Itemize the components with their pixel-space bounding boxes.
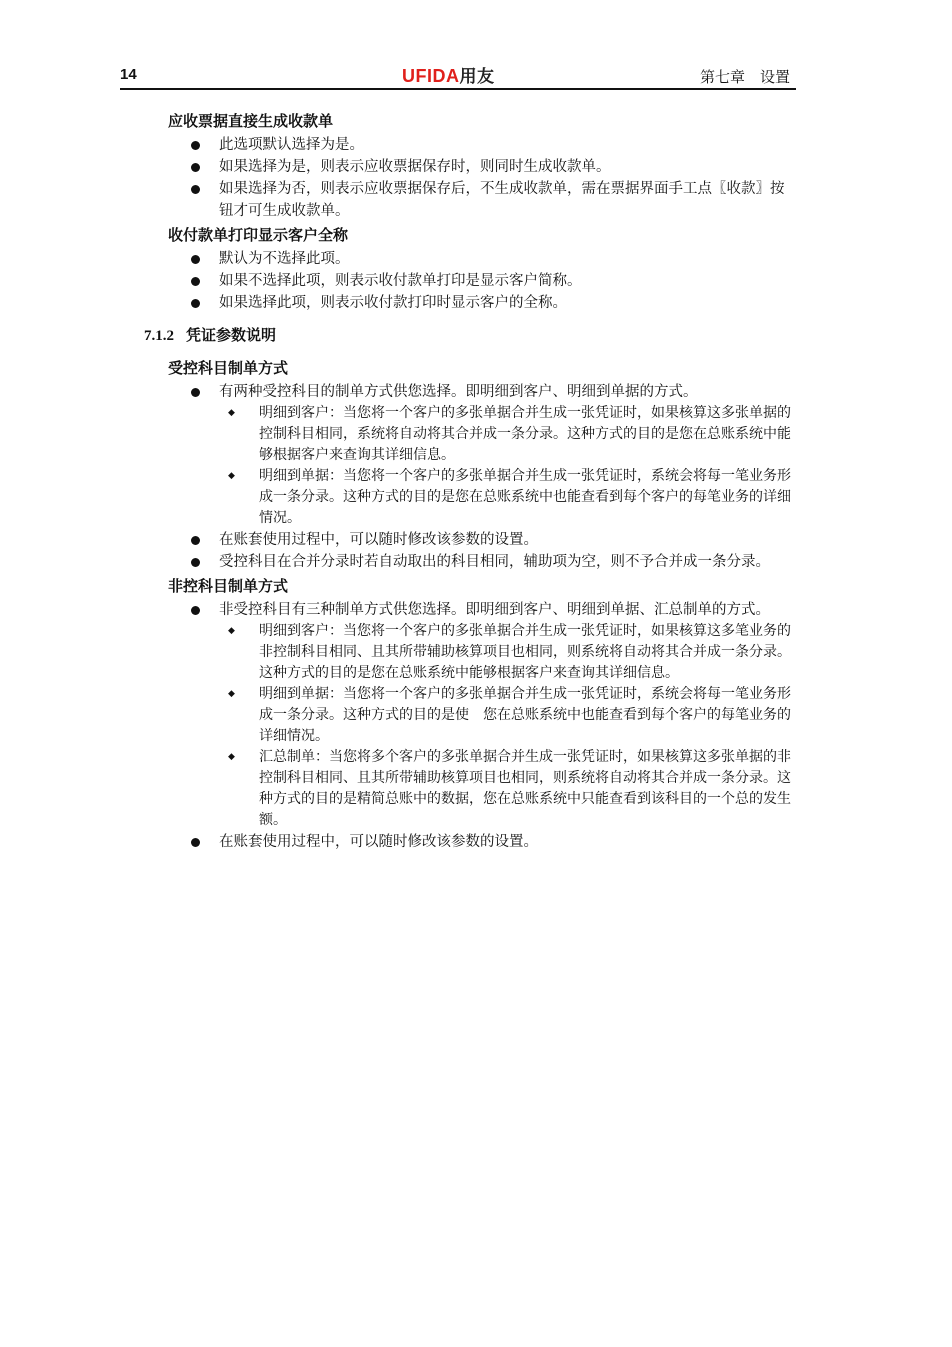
heading-receivable-bill: 应收票据直接生成收款单 <box>168 112 334 130</box>
list-item: 如果选择为否，则表示应收票据保存后，不生成收款单，需在票据界面手工点〖收款〗按钮才可生成收款单。 <box>120 178 796 222</box>
page-number: 14 <box>120 66 137 83</box>
diamond-bullet-icon: ◆ <box>228 408 235 418</box>
subsection-number: 7.1.2 <box>144 328 174 344</box>
diamond-bullet-icon: ◆ <box>228 752 235 762</box>
diamond-bullet-icon: ◆ <box>228 689 235 699</box>
sub-list-item: ◆ 汇总制单：当您将多个客户的多张单据合并生成一张凭证时，如果核算这多张单据的非控制科目相同、且其所带辅助核算项目也相同，则系统将自动将其合并成一条分录。这种方式的目的是精简总账中的数据，您在总账系统中只能查看到该科目的一个总的发生额。 <box>228 749 791 828</box>
bullet-dot-icon <box>191 558 200 567</box>
page-content <box>120 108 796 853</box>
list-item: 受控科目在合并分录时若自动取出的科目相同，辅助项为空，则不予合并成一条分录。 <box>120 551 796 573</box>
subsection-title: 凭证参数说明 <box>186 326 277 344</box>
bullet-dot-icon <box>191 838 200 847</box>
subsection-heading <box>144 322 796 349</box>
sub-list-item: ◆ 明细到客户：当您将一个客户的多张单据合并生成一张凭证时，如果核算这多张单据的控制科目相同，系统将自动将其合并成一条分录。这种方式的目的是您在总账系统中能够根据客户来查询其详细信息。 <box>228 405 791 463</box>
sub-list-item: ◆ 明细到单据：当您将一个客户的多张单据合并生成一张凭证时，系统会将每一笔业务形成一条分录。这种方式的目的是使 您在总账系统中也能查看到每个客户的每笔业务的详细情况。 <box>228 686 791 744</box>
bullet-dot-icon <box>191 536 200 545</box>
page-header <box>120 62 796 90</box>
chapter-title: 第七章 设置 <box>699 68 790 86</box>
logo-text-black: 用友 <box>459 67 495 86</box>
list-item: 如果选择此项，则表示收付款打印时显示客户的全称。 <box>120 292 796 314</box>
diamond-bullet-icon: ◆ <box>228 471 235 481</box>
bullet-dot-icon <box>191 277 200 286</box>
list-item: 默认为不选择此项。 <box>120 248 796 270</box>
diamond-bullet-icon: ◆ <box>228 626 235 636</box>
bullet-dot-icon <box>191 163 200 172</box>
sub-list-item: ◆ 明细到单据：当您将一个客户的多张单据合并生成一张凭证时，系统会将每一笔业务形成一条分录。这种方式的目的是您在总账系统中也能查看到每个客户的每笔业务的详细情况。 <box>228 468 791 526</box>
sub-list-item: ◆ 明细到客户：当您将一个客户的多张单据合并生成一张凭证时，如果核算这多笔业务的非控制科目相同、且其所带辅助核算项目也相同，则系统将自动将其合并成一条分录。这种方式的目的是您在总账系统中能够根据客户来查询其详细信息。 <box>228 623 791 681</box>
logo-text-red: UFIDA <box>402 66 460 86</box>
list-item: 如果不选择此项，则表示收付款单打印是显示客户简称。 <box>120 270 796 292</box>
list-item: 此选项默认选择为是。 <box>120 134 796 156</box>
heading-controlled-account: 受控科目制单方式 <box>168 359 289 377</box>
bullet-dot-icon <box>191 255 200 264</box>
ufida-logo <box>402 62 495 87</box>
list-item: 如果选择为是，则表示应收票据保存时，则同时生成收款单。 <box>120 156 796 178</box>
bullet-dot-icon <box>191 299 200 308</box>
list-item: 在账套使用过程中，可以随时修改该参数的设置。 <box>120 529 796 551</box>
bullet-dot-icon <box>191 185 200 194</box>
list-item: 有两种受控科目的制单方式供您选择。即明细到客户、明细到单据的方式。 <box>120 381 796 403</box>
list-item: 在账套使用过程中，可以随时修改该参数的设置。 <box>120 831 796 853</box>
heading-print-fullname: 收付款单打印显示客户全称 <box>168 226 349 244</box>
list-item: 非受控科目有三种制单方式供您选择。即明细到客户、明细到单据、汇总制单的方式。 <box>120 599 796 621</box>
heading-noncontrolled-account: 非控科目制单方式 <box>168 577 289 595</box>
bullet-dot-icon <box>191 141 200 150</box>
bullet-dot-icon <box>191 388 200 397</box>
bullet-dot-icon <box>191 606 200 615</box>
